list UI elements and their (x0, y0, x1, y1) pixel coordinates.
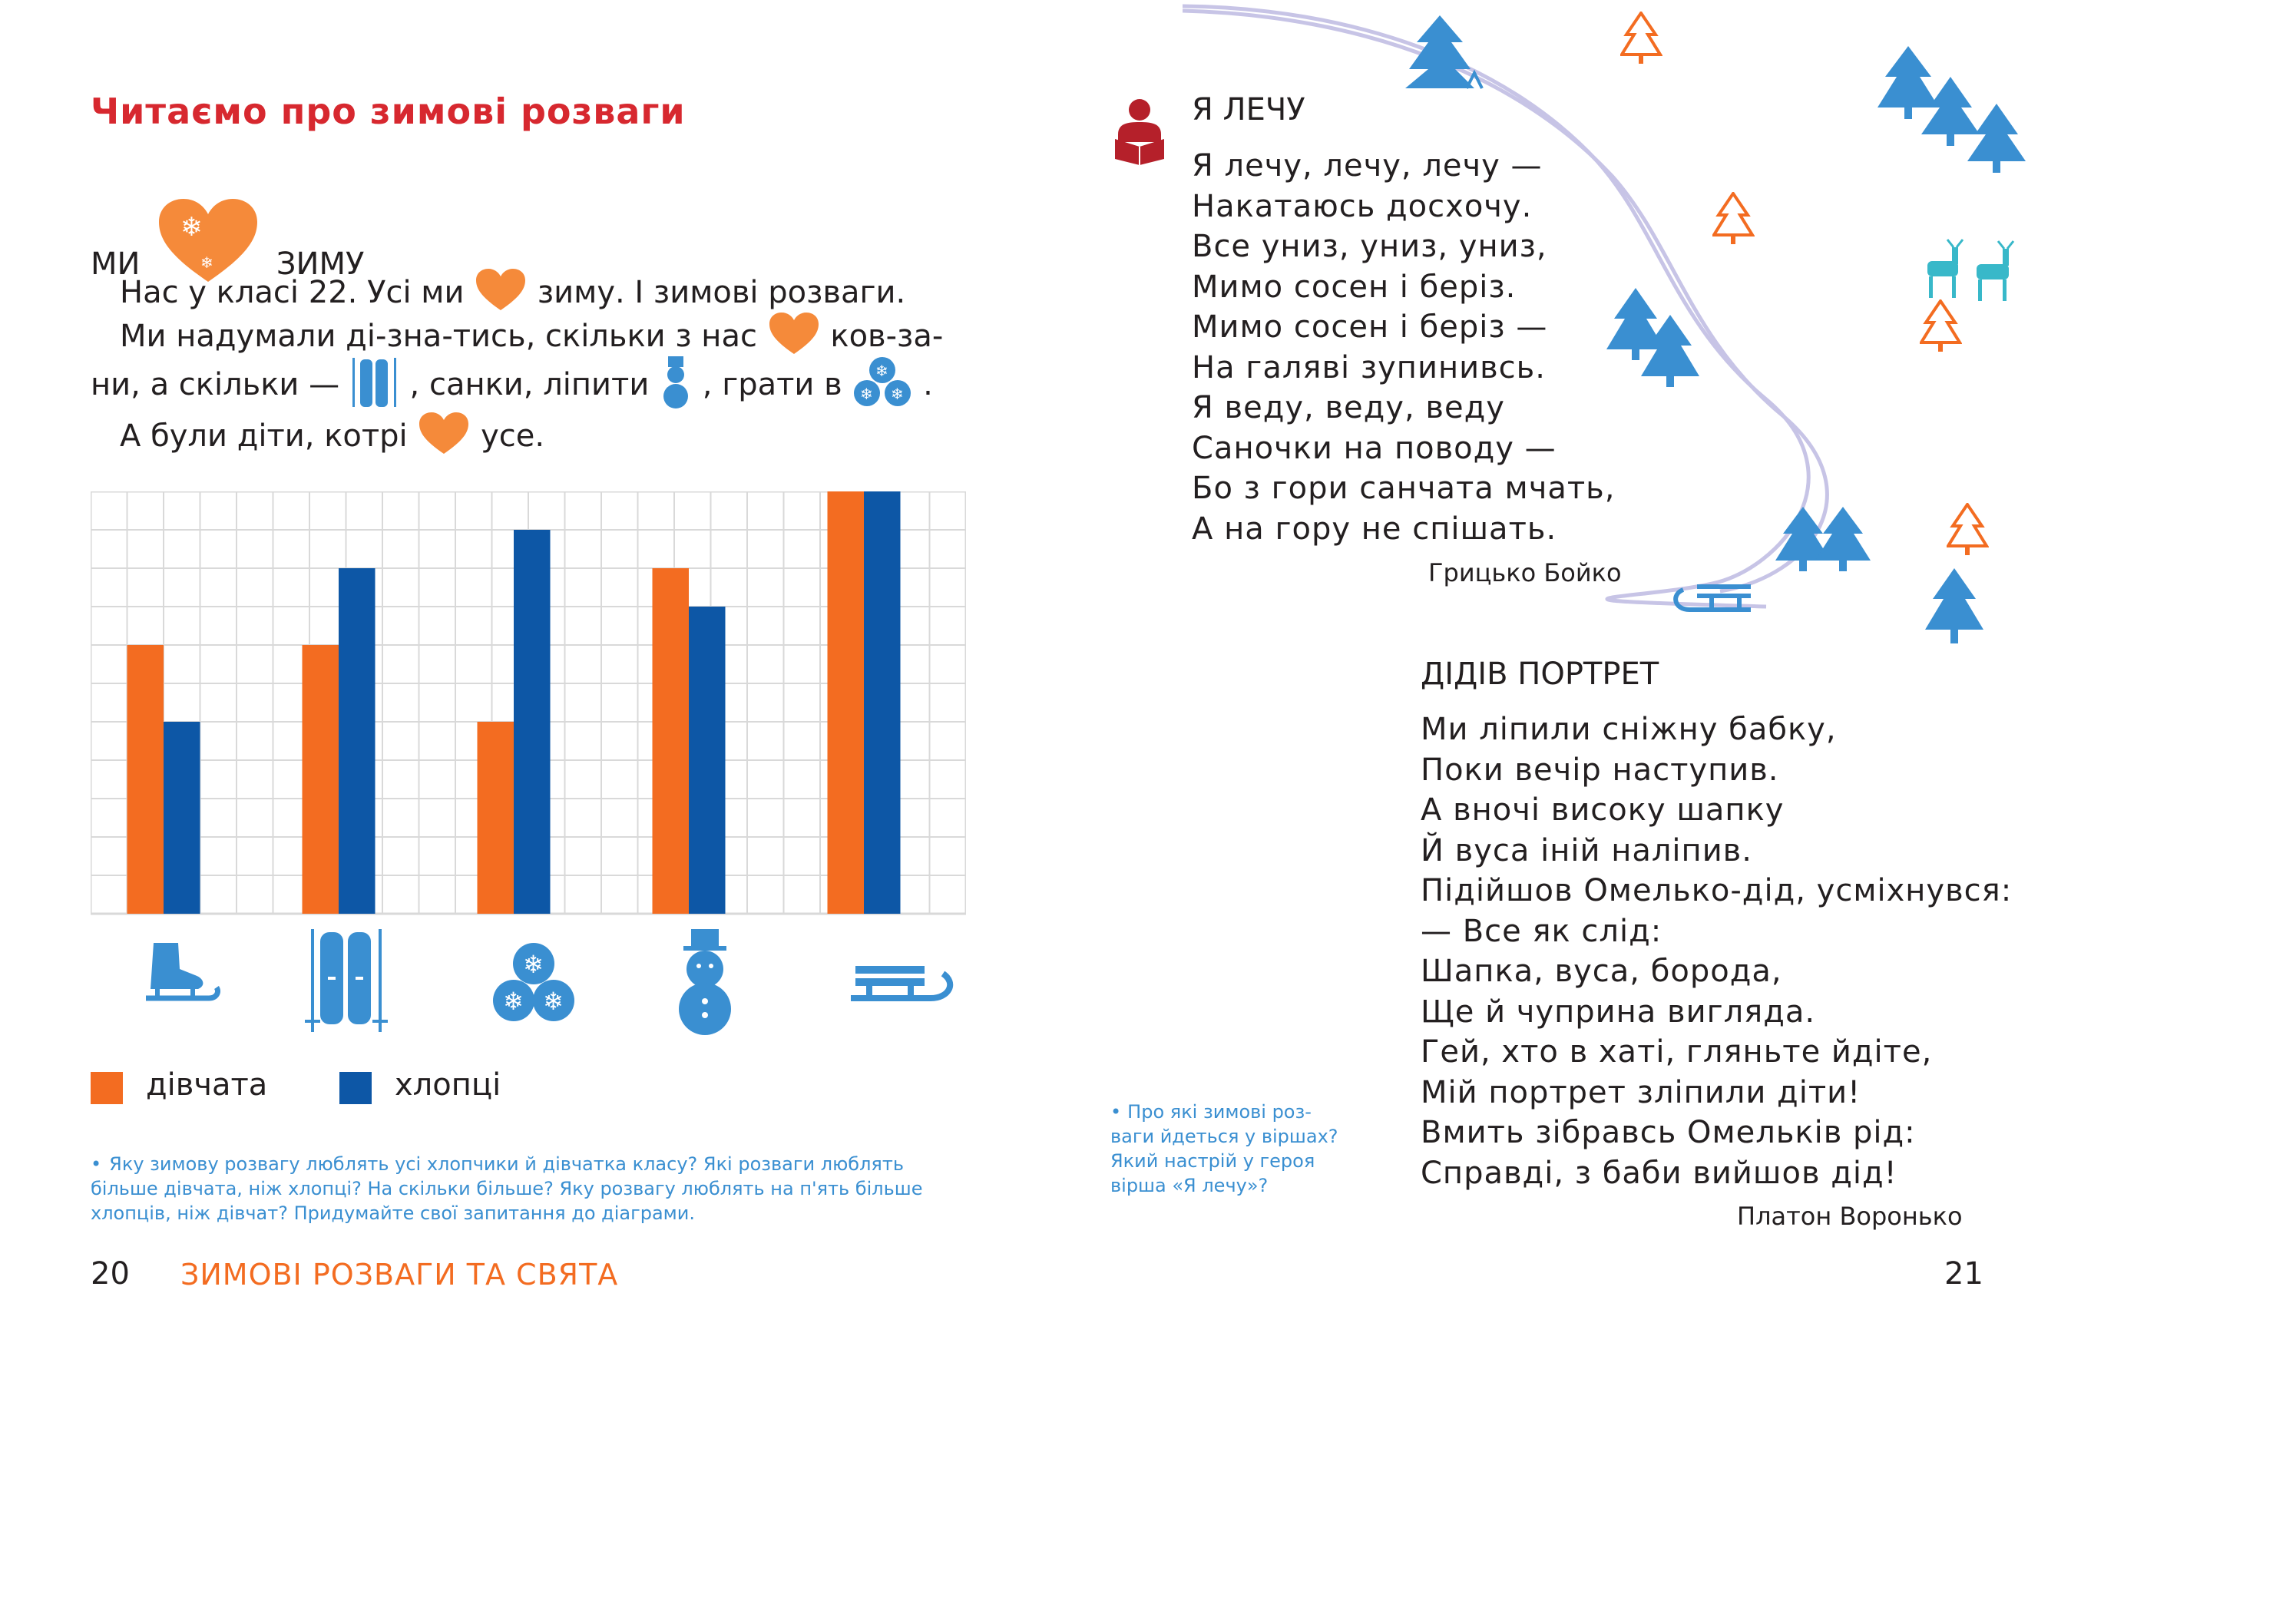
trees-group-icon (1774, 503, 1874, 587)
title-right: ЗИМУ (276, 246, 365, 282)
poem2-line: — Все як слід: (1421, 913, 1662, 949)
legend-label-boys: хлопці (395, 1067, 501, 1103)
bar-boys-snowman (689, 607, 726, 914)
para-line-3 (91, 355, 933, 410)
poem2-line: Й вуса іній наліпив. (1421, 832, 1752, 868)
poem1-author: Грицько Бойко (1428, 558, 1622, 587)
poem1-line: Все униз, униз, униз, (1192, 229, 1547, 264)
para-text: А були діти, котрі (120, 418, 408, 454)
snowman-icon (659, 355, 693, 410)
poem1-line: Мимо сосен і беріз — (1192, 309, 1548, 345)
para-text: , санки, ліпити (409, 367, 650, 402)
sled-icon (851, 966, 950, 998)
poem1-line: Я лечу, лечу, лечу — (1192, 148, 1543, 184)
footer-title: ЗИМОВІ РОЗВАГИ ТА СВЯТА (180, 1258, 619, 1292)
poem1-line: Бо з гори санчата мчать, (1192, 471, 1616, 506)
legend-label-girls: дівчата (146, 1067, 268, 1103)
poem1-title: Я ЛЕЧУ (1192, 92, 1305, 127)
svg-text:❄: ❄ (200, 253, 213, 272)
snowballs-icon (852, 355, 913, 410)
heart-icon (474, 267, 528, 313)
para-text: , грати в (702, 367, 842, 402)
svg-text:❄: ❄ (543, 987, 564, 1016)
svg-text:❄: ❄ (180, 212, 203, 243)
skis-icon (349, 355, 400, 408)
legend-swatch-girls (91, 1072, 123, 1104)
heart-icon (417, 411, 471, 457)
bar-boys-skis (339, 568, 375, 914)
trees-group-icon (1874, 42, 2043, 180)
bar-girls-snowman (653, 568, 690, 914)
poem1-line: А на гору не спішать. (1192, 511, 1557, 547)
snowman-icon (679, 929, 731, 1035)
bar-boys-skate (164, 722, 200, 914)
para-text: зиму. І зимові розваги. (537, 275, 906, 310)
poem2-line: Підійшов Омелько-дід, усміхнувся: (1421, 873, 2013, 908)
para-text: ни, а скільки — (91, 367, 340, 402)
small-tree-icon (1712, 192, 1755, 246)
poem2-line: Шапка, вуса, борода, (1421, 954, 1782, 989)
skis-icon (305, 929, 388, 1032)
svg-text:❄: ❄ (860, 385, 874, 403)
poem2-line: Поки вечір наступив. (1421, 752, 1779, 788)
svg-text:❄: ❄ (875, 362, 889, 380)
svg-text:❄: ❄ (523, 950, 544, 979)
legend-girls (91, 1067, 267, 1103)
bar-girls-sled (828, 491, 865, 914)
para-text: Ми надумали ді-зна-тись, скільки з нас (120, 319, 757, 354)
poem1-line: На галяві зупинивсь. (1192, 349, 1546, 385)
tree-icon (1405, 12, 1497, 96)
title-left: МИ (91, 246, 141, 282)
legend-swatch-boys (339, 1072, 372, 1104)
para-line-2 (120, 311, 943, 357)
small-tree-icon (1947, 503, 1989, 557)
para-text: ков-за- (830, 319, 944, 354)
para-text: . (923, 367, 933, 402)
poem1-line: Накатаюсь досхочу. (1192, 188, 1533, 224)
skate-icon (146, 943, 218, 998)
para-text: Нас у класі 22. Усі ми (120, 275, 465, 310)
question-right-text: Про які зимові роз-ваги йдеться у віршах? Який настрій у героя вірша «Я лечу»? (1110, 1101, 1338, 1196)
poem2-title: ДІДІВ ПОРТРЕТ (1421, 657, 1659, 692)
deer-icon (1920, 238, 2027, 307)
poem2-line: Ми ліпили сніжну бабку, (1421, 712, 1837, 747)
bar-girls-skis (303, 645, 339, 914)
tree-icon (1920, 564, 1989, 649)
poem2-line: Справді, з баби вийшов дід! (1421, 1155, 1897, 1191)
poem2-line: Гей, хто в хаті, гляньте йдіте, (1421, 1034, 1933, 1070)
page-number-right: 21 (1944, 1256, 1983, 1292)
poem2-line: Мій портрет зліпили діти! (1421, 1074, 1861, 1110)
bar-boys-sled (864, 491, 901, 914)
section-heading: Читаємо про зимові розваги (91, 91, 686, 132)
bar-girls-skate (127, 645, 164, 914)
bar-girls-snowballs (478, 722, 514, 914)
bar-chart (91, 491, 966, 1044)
poem2-line: Вмить зібравсь Омельків рід: (1421, 1115, 1916, 1150)
question-right: • Про які зимові роз-ваги йдеться у віршах? Який настрій у героя вірша «Я лечу»? (1110, 1101, 1338, 1196)
small-tree-icon (1620, 12, 1662, 65)
poem2-text (1421, 709, 2012, 1193)
poem2-line: Ще й чуприна вигляда. (1421, 994, 1816, 1030)
reading-person-icon (1112, 96, 1167, 167)
poem2-author: Платон Воронько (1737, 1202, 1963, 1231)
svg-text:❄: ❄ (503, 987, 524, 1016)
para-line-1 (120, 267, 905, 313)
poem1-text (1192, 146, 1615, 549)
question-left: • Яку зимову розвагу люблять усі хлопчики й дівчатка класу? Які розваги люблять більше дівчата, ніж хлопці? На скільки більше? Яку розвагу люблять на п'ять більше хлопців, ніж дівчат? Придумайте свої запитання до діаграми. (91, 1153, 923, 1224)
svg-text:❄: ❄ (891, 385, 905, 403)
question-left-text: Яку зимову розвагу люблять усі хлопчики й дівчатка класу? Які розваги люблять більше дівчата, ніж хлопці? На скільки більше? Яку розвагу люблять на п'ять більше хлопців, ніж дівчат? Придумайте свої запитання до діаграми. (91, 1153, 923, 1224)
poem1-line: Саночки на поводу — (1192, 430, 1557, 466)
category-icons (146, 929, 950, 1035)
bar-boys-snowballs (514, 530, 551, 914)
poem1-line: Я веду, веду, веду (1192, 390, 1505, 425)
snowballs-icon (493, 943, 574, 1021)
poem2-line: А вночі високу шапку (1421, 792, 1785, 828)
trees-group-icon (1605, 284, 1705, 392)
small-tree-icon (1920, 299, 1962, 353)
para-line-4 (120, 411, 544, 457)
poem1-line: Мимо сосен і беріз. (1192, 269, 1517, 305)
heart-icon (767, 311, 821, 357)
para-text: усе. (481, 418, 545, 454)
sled-icon (1666, 576, 1758, 622)
legend-boys (339, 1067, 501, 1103)
page-number-left: 20 (91, 1256, 130, 1292)
